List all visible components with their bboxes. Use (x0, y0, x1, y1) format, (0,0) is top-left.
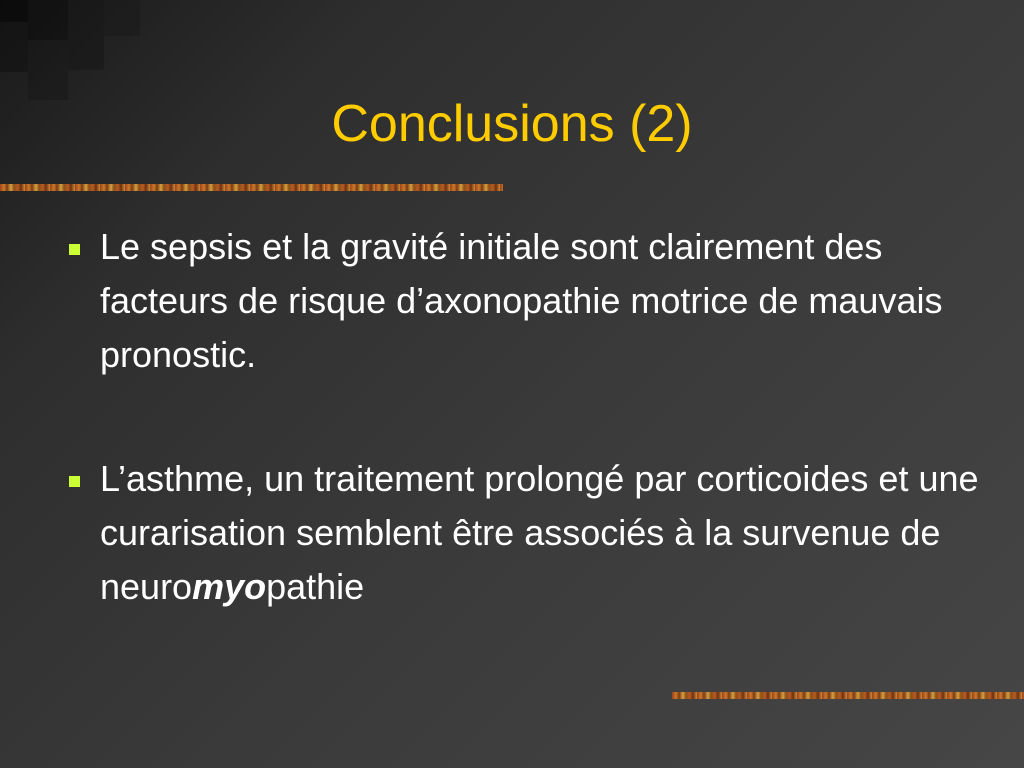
bullet-text (100, 458, 979, 607)
bullet-text-emphasis: myo (192, 566, 267, 607)
square-bullet-icon (69, 476, 80, 487)
title-divider (0, 184, 503, 191)
bullet-list (60, 220, 1010, 614)
bullet-item (60, 452, 1010, 614)
bullet-text-before: L’asthme, un traitement prolongé par corticoides et une curarisation semblent être associés à la survenue de neuro (100, 458, 979, 607)
footer-divider (672, 692, 1024, 699)
bullet-item (60, 220, 1010, 382)
bullet-text: Le sepsis et la gravité initiale sont clairement des facteurs de risque d’axonopathie motrice de mauvais pronostic. (100, 226, 943, 375)
square-bullet-icon (69, 244, 80, 255)
slide-title: Conclusions (2) (331, 95, 693, 153)
bullet-text-after: pathie (266, 566, 365, 607)
